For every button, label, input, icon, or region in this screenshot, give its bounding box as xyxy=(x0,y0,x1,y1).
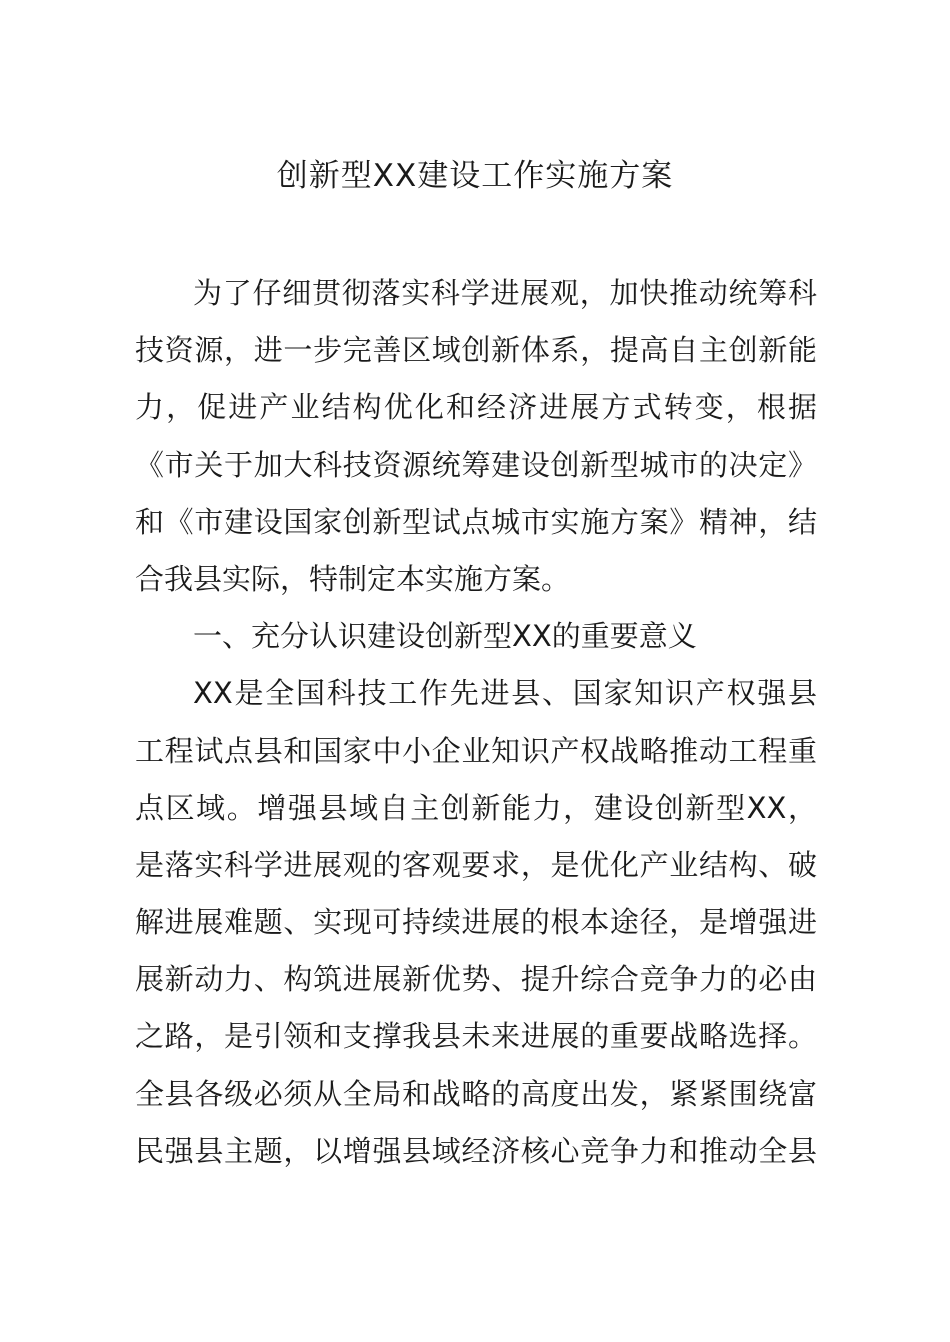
section-heading: 一、充分认识建设创新型XX的重要意义 xyxy=(193,619,697,654)
body-line: 工程试点县和国家中小企业知识产权战略推动工程重 xyxy=(135,733,817,768)
body-line: 合我县实际，特制定本实施方案。 xyxy=(135,561,571,596)
document-title: 创新型XX建设工作实施方案 xyxy=(276,158,674,194)
body-line: 《市关于加大科技资源统筹建设创新型城市的决定》 xyxy=(135,447,817,482)
body-line: 展新动力、构筑进展新优势、提升综合竞争力的必由 xyxy=(135,962,817,997)
body-line: XX是全国科技工作先进县、国家知识产权强县 xyxy=(193,676,817,711)
body-line: 点区域。增强县域自主创新能力，建设创新型XX， xyxy=(135,790,817,825)
body-line: 技资源，进一步完善区域创新体系，提高自主创新能 xyxy=(135,333,817,368)
body-line: 是落实科学进展观的客观要求，是优化产业结构、破 xyxy=(135,847,817,882)
document-body xyxy=(135,265,817,1180)
body-line: 解进展难题、实现可持续进展的根本途径，是增强进 xyxy=(135,905,817,940)
body-line: 全县各级必须从全局和战略的高度出发，紧紧围绕富 xyxy=(135,1076,817,1111)
body-line: 民强县主题，以增强县域经济核心竞争力和推动全县 xyxy=(135,1133,817,1168)
body-line: 和《市建设国家创新型试点城市实施方案》精神，结 xyxy=(135,504,817,539)
body-line: 之路，是引领和支撑我县未来进展的重要战略选择。 xyxy=(135,1019,817,1054)
body-line: 为了仔细贯彻落实科学进展观，加快推动统筹科 xyxy=(193,276,817,310)
body-line: 力，促进产业结构优化和经济进展方式转变，根据 xyxy=(135,390,817,425)
